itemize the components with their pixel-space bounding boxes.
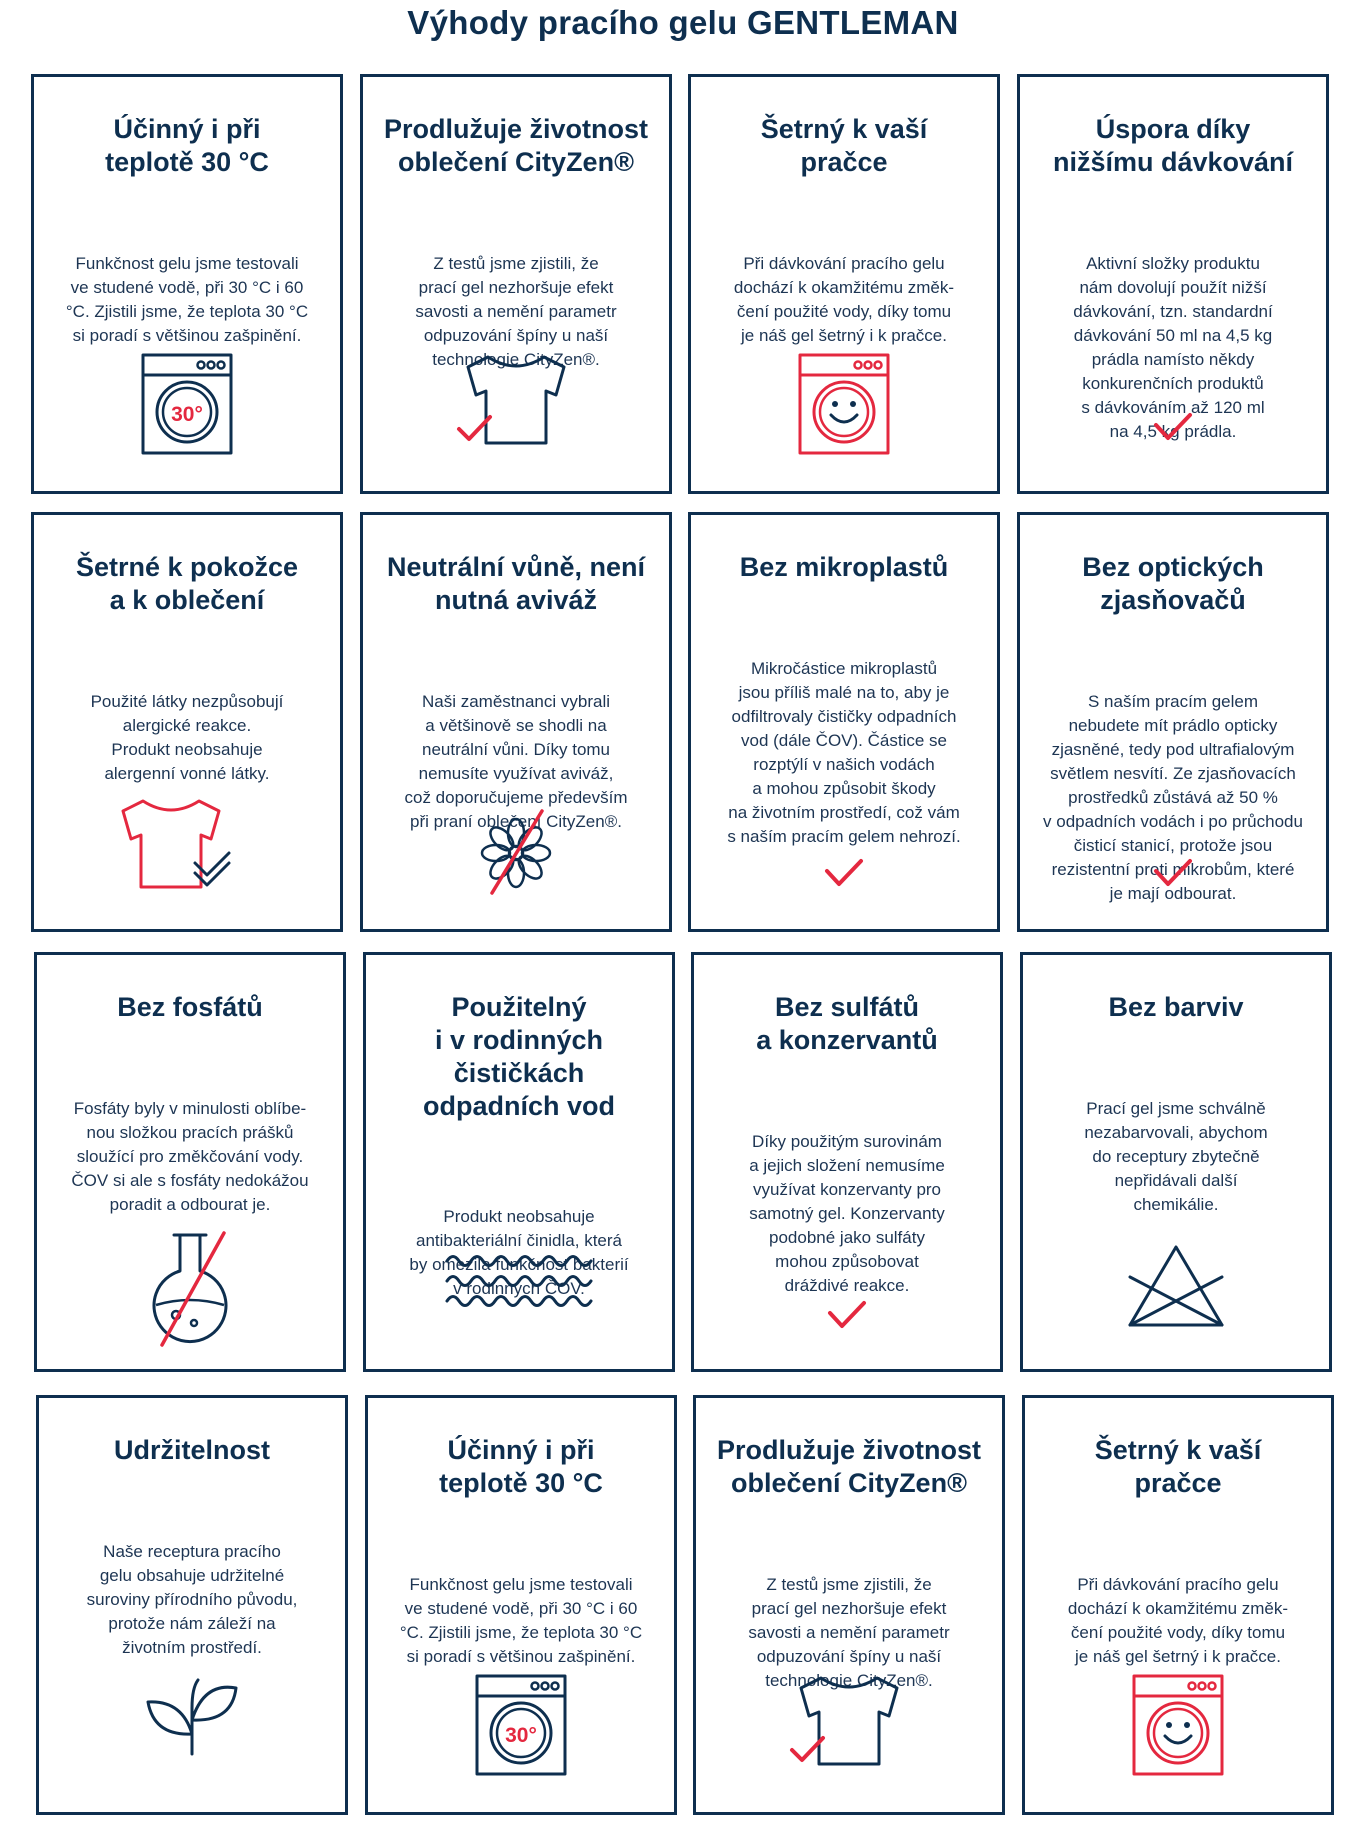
card-description: S naším pracím gelem nebudete mít prádlo opticky zjasněné, tedy pod ultrafialovým světlem nesvítí. Ze zjasňovacích prostředků zůstává až 50 % v odpadních vodách i po průchodu čisticí stanicí, protože jsou rezistentní proti mikrobům, které je mají odbourat. [1043, 692, 1303, 903]
no-bleach-icon [1023, 1237, 1329, 1337]
card-heading: Účinný i při teplotě 30 °C [105, 114, 269, 177]
card-description: Při dávkování pracího gelu dochází k okamžitému změk- čení použité vody, díky tomu je náš gel šetrný i k pračce. [733, 254, 955, 345]
card-description: Z testů jsme zjistili, že prací gel nezhoršuje efekt savosti a nemění parametr odpuzování špíny u naší technologie CityZen®. [748, 1575, 950, 1690]
check-icon [1020, 853, 1326, 893]
leaf-icon [39, 1668, 345, 1758]
washing-machine-icon [34, 349, 340, 459]
card-heading: Šetrný k vaší pračce [760, 114, 928, 177]
card-description: Produkt neobsahuje antibakteriální činidla, která by omezila funkčnost bakterií v rodinných ČOV. [409, 1207, 629, 1298]
card-heading: Bez mikroplastů [739, 552, 949, 582]
card-heading: Účinný i při teplotě 30 °C [439, 1435, 603, 1498]
card-heading: Šetrný k vaší pračce [1094, 1435, 1262, 1498]
card-description: Při dávkování pracího gelu dochází k okamžitému změk- čení použité vody, díky tomu je náš gel šetrný i k pračce. [1067, 1575, 1289, 1666]
cross-line [492, 811, 542, 893]
flower-icon [363, 787, 669, 897]
washing-machine-smile-icon [1025, 1670, 1331, 1780]
card-heading: Prodlužuje životnost oblečení CityZen® [716, 1435, 981, 1498]
benefit-card [365, 1395, 677, 1815]
card-description: Naše receptura pracího gelu obsahuje udržitelné suroviny přírodního původu, protože nám záleží na životním prostředí. [86, 1542, 298, 1657]
washing-machine-smile-icon [691, 349, 997, 459]
benefit-card [1017, 74, 1329, 494]
check-icon [691, 853, 997, 893]
benefit-card [1017, 512, 1329, 932]
benefit-card [1020, 952, 1332, 1372]
card-heading: Použitelný i v rodinných čističkách odpadních vod [423, 992, 615, 1121]
benefit-card [31, 74, 343, 494]
benefit-card [360, 512, 672, 932]
card-heading: Bez barviv [1108, 992, 1244, 1022]
benefit-card [1022, 1395, 1334, 1815]
card-description: Aktivní složky produktu nám dovolují použít nižší dávkování, tzn. standardní dávkování 50 ml na 4,5 kg prádla namísto někdy konkurenčních produktů s dávkováním až 120 ml na 4,5 kg prádla. [1073, 254, 1273, 441]
benefit-card [691, 952, 1003, 1372]
temperature-label: 30° [171, 403, 203, 426]
benefit-card [363, 952, 675, 1372]
benefit-card [693, 1395, 1005, 1815]
flask-icon [37, 1223, 343, 1353]
benefit-card [688, 512, 1000, 932]
page-title: Výhody pracího gelu GENTLEMAN [407, 4, 959, 41]
card-heading: Bez fosfátů [117, 992, 263, 1022]
temperature-label: 30° [505, 1724, 537, 1747]
card-description: Funkčnost gelu jsme testovali ve studené vodě, při 30 °C i 60 °C. Zjistili jsme, že teplota 30 °C si poradí s většinou zašpinění. [65, 254, 309, 345]
card-heading: Prodlužuje životnost oblečení CityZen® [383, 114, 648, 177]
cross-line [162, 1233, 224, 1345]
card-description: Použité látky nezpůsobují alergické reakce. Produkt neobsahuje alergenní vonné látky. [90, 692, 284, 783]
benefit-card [34, 952, 346, 1372]
card-description: Prací gel jsme schválně nezabarvovali, abychom do receptury zbytečně nepřidávali další chemikálie. [1084, 1099, 1268, 1214]
card-heading: Úspora díky nižšímu dávkování [1052, 114, 1294, 177]
card-heading: Neutrální vůně, není nutná aviváž [386, 552, 646, 615]
check-icon [694, 1295, 1000, 1335]
card-description: Naši zaměstnanci vybrali a většinově se shodli na neutrální vůni. Díky tomu nemusíte využívat aviváž, což doporučujeme především při praní oblečení CityZen®. [404, 692, 628, 831]
card-heading: Bez optických zjasňovačů [1082, 552, 1264, 615]
card-description: Mikročástice mikroplastů jsou příliš malé na to, aby je odfiltrovaly čističky odpadních vod (dále ČOV). Částice se rozptýlí v našich vodách a mohou způsobit škody na životním prostředí, což vám s naším pracím gelem nehrozí. [727, 659, 961, 846]
card-description: Díky použitým surovinám a jejich složení nemusíme využívat konzervanty pro samotný gel. Konzervanty podobné jako sulfáty mohou způsobovat dráždivé reakce. [749, 1132, 945, 1295]
tshirt-icon [363, 345, 669, 455]
benefit-card [31, 512, 343, 932]
card-heading: Udržitelnost [113, 1435, 270, 1465]
benefit-card [688, 74, 1000, 494]
check-icon [1020, 407, 1326, 447]
benefit-card [36, 1395, 348, 1815]
card-description: Z testů jsme zjistili, že prací gel nezhoršuje efekt savosti a nemění parametr odpuzování špíny u naší technologie CityZen®. [415, 254, 617, 369]
washing-machine-icon [368, 1670, 674, 1780]
card-description: Funkčnost gelu jsme testovali ve studené vodě, při 30 °C i 60 °C. Zjistili jsme, že teplota 30 °C si poradí s většinou zašpinění. [399, 1575, 643, 1666]
tshirt-icon [696, 1666, 1002, 1776]
card-heading: Bez sulfátů a konzervantů [756, 992, 938, 1055]
card-description: Fosfáty byly v minulosti oblíbe- nou složkou pracích prášků sloužící pro změkčování vody. ČOV si ale s fosfáty nedokážou poradit a odbourat je. [71, 1099, 309, 1214]
card-heading: Šetrné k pokožce a k oblečení [75, 552, 299, 615]
benefit-card [360, 74, 672, 494]
tshirt-icon [34, 787, 340, 897]
waves-icon [366, 1247, 672, 1317]
